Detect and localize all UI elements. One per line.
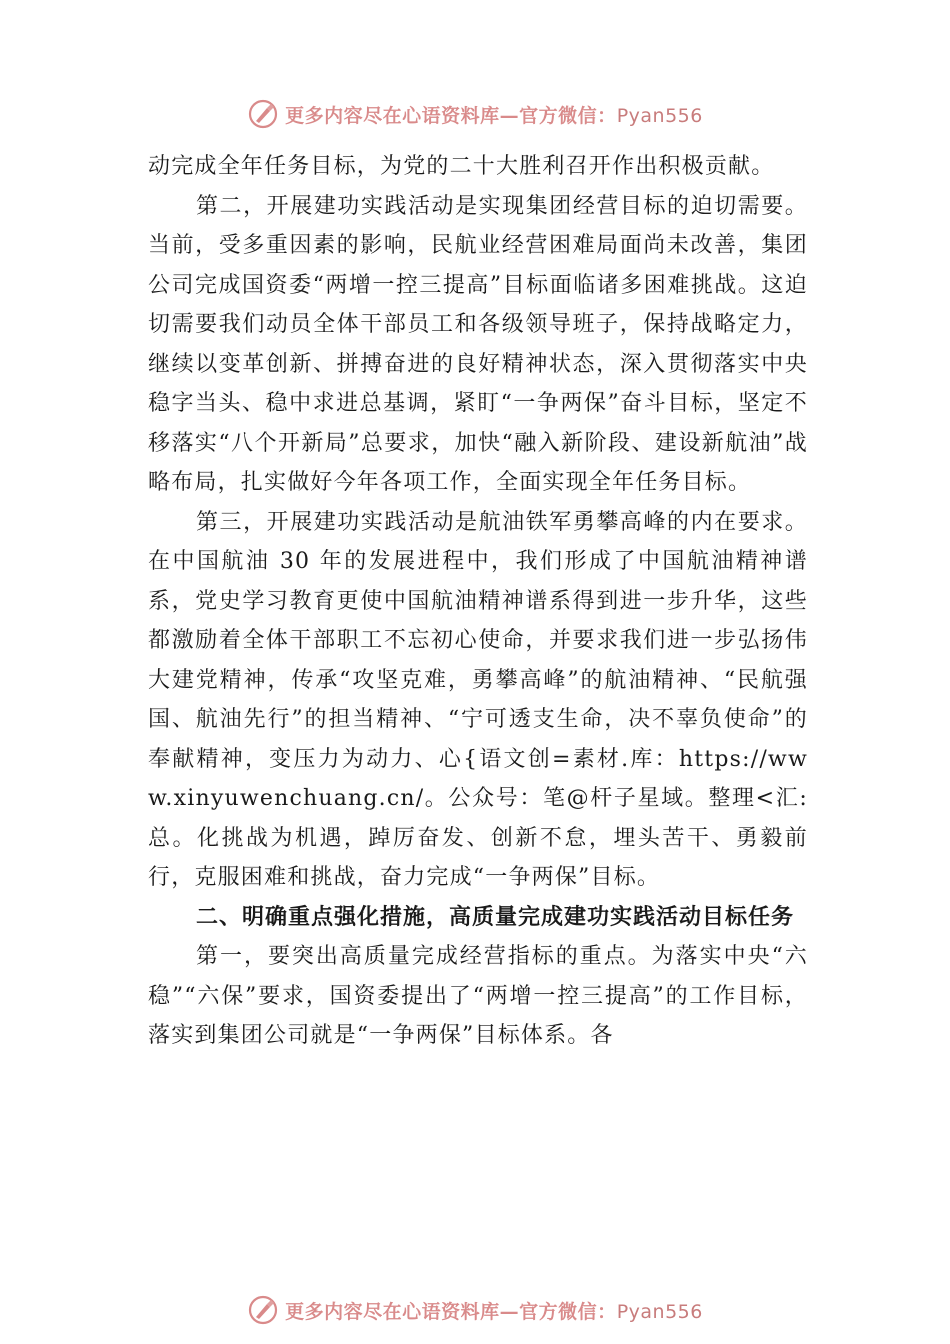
footer-banner-code: Pyan556 (616, 1300, 703, 1323)
footer-banner-main: 更多内容尽在心语资料库 (285, 1300, 500, 1323)
header-banner-code: Pyan556 (616, 104, 703, 127)
pen-logo-icon (247, 98, 279, 130)
paragraph-third-point: 第三，开展建功实践活动是航油铁军勇攀高峰的内在要求。在中国航油 30 年的发展进程中，我们形成了中国航油精神谱系，党史学习教育更使中国航油精神谱系得到进一步升华，这些都激励着全体干部职工不忘初心使命，并要求我们进一步弘扬伟大建党精神，传承“攻坚克难，勇攀高峰”的航油精神、“民航强国、航油先行”的担当精神、“宁可透支生命，决不辜负使命”的奉献精神，变压力为动力、心{语文创=素材.库：https://www.xinyuwenchuang.cn/。公众号：笔@杆子星域。整理<汇:总。化挑战为机遇，踔厉奋发、创新不怠，埋头苦干、勇毅前行，克服困难和挑战，奋力完成“一争两保”目标。 (148, 509, 808, 890)
pen-logo-icon (247, 1294, 279, 1326)
header-banner (0, 94, 950, 134)
document-body (148, 147, 808, 1056)
paragraph-first-measure: 第一，要突出高质量完成经营指标的重点。为落实中央“六稳”“六保”要求，国资委提出了“两增一控三提高”的工作目标，落实到集团公司就是“一争两保”目标体系。各 (148, 944, 808, 1048)
header-banner-label: 官方微信： (519, 104, 617, 127)
header-banner-dash: — (499, 104, 520, 127)
paragraph-continuation: 动完成全年任务目标，为党的二十大胜利召开作出积极贡献。 (148, 154, 775, 179)
header-banner-text (285, 101, 703, 128)
footer-banner-text (285, 1297, 703, 1324)
section-heading: 二、明确重点强化措施，高质量完成建功实践活动目标任务 (196, 904, 795, 930)
footer-banner-dash: — (499, 1300, 520, 1323)
footer-banner (0, 1290, 950, 1330)
header-banner-main: 更多内容尽在心语资料库 (285, 104, 500, 127)
footer-banner-label: 官方微信： (519, 1300, 617, 1323)
paragraph-second-point: 第二，开展建功实践活动是实现集团经营目标的迫切需要。当前，受多重因素的影响，民航业经营困难局面尚未改善，集团公司完成国资委“两增一控三提高”目标面临诸多困难挑战。这迫切需要我们动员全体干部员工和各级领导班子，保持战略定力，继续以变革创新、拼搏奋进的良好精神状态，深入贯彻落实中央稳字当头、稳中求进总基调，紧盯“一争两保”奋斗目标，坚定不移落实“八个开新局”总要求，加快“融入新阶段、建设新航油”战略布局，扎实做好今年各项工作，全面实现全年任务目标。 (148, 193, 808, 495)
